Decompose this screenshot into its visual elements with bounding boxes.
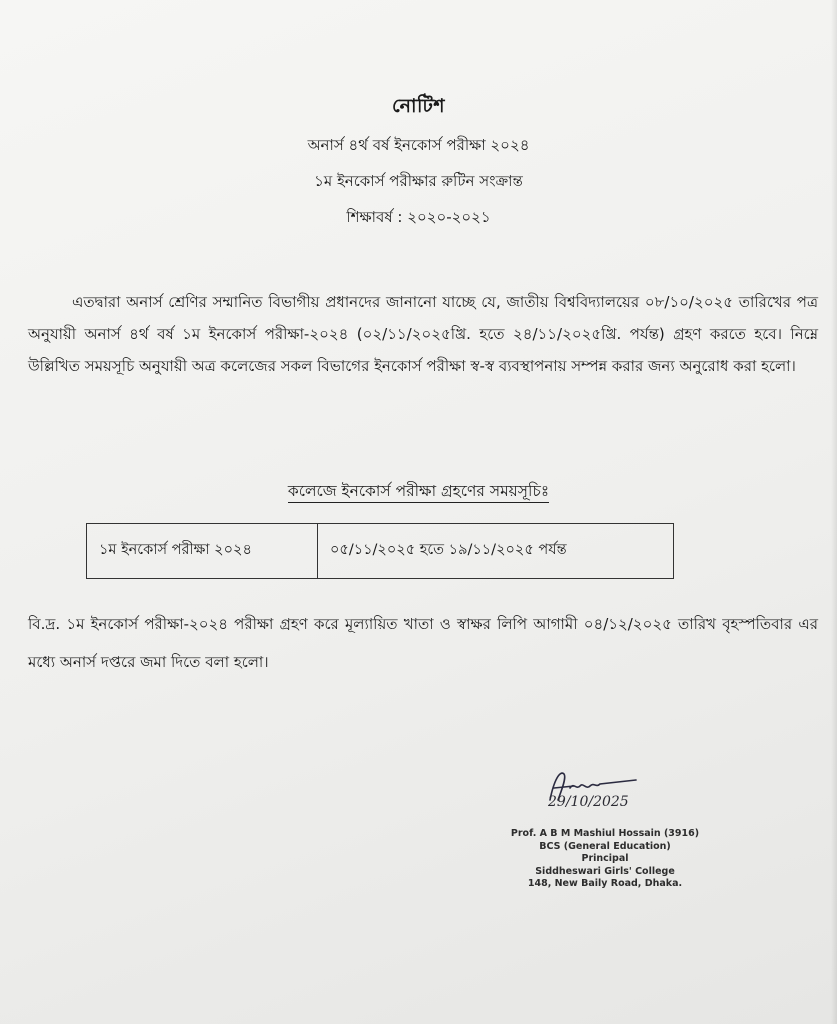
schedule-dates-cell: ০৫/১১/২০২৫ হতে ১৯/১১/২০২৫ পর্যন্ত: [318, 524, 674, 579]
schedule-heading: [0, 479, 837, 505]
signatory-block: [510, 828, 700, 891]
note-paragraph: বি.দ্র. ১ম ইনকোর্স পরীক্ষা-২০২৪ পরীক্ষা গ্রহণ করে মূল্যায়িত খাতা ও স্বাক্ষর লিপি আগামী ০৪/১২/২০২৫ তারিখ বৃহস্পতিবার এর মধ্যে অনার্স দপ্তরে জমা দিতে বলা হলো।: [28, 615, 818, 671]
notice-body-paragraph: এতদ্বারা অনার্স শ্রেণির সম্মানিত বিভাগীয় প্রধানদের জানানো যাচ্ছে যে, জাতীয় বিশ্ববিদ্যালয়ের ০৮/১০/২০২৫ তারিখের পত্র অনুযায়ী অনার্স ৪র্থ বর্ষ ১ম ইনকোর্স পরীক্ষা-২০২৪ (০২/১১/২০২৫খ্রি. হতে ২৪/১১/২০২৫খ্রি. পর্যন্ত) গ্রহণ করতে হবে। নিম্নে উল্লিখিত সময়সূচি অনুযায়ী অত্র কলেজের সকল বিভাগের ইনকোর্স পরীক্ষা স্ব-স্ব ব্যবস্থাপনায় সম্পন্ন করার জন্য অনুরোধ করা হলো।: [28, 293, 818, 375]
table-row: [87, 524, 674, 579]
schedule-heading-text: কলেজে ইনকোর্স পরীক্ষা গ্রহণের সময়সূচিঃ: [288, 482, 549, 503]
signatory-name: Prof. A B M Mashiul Hossain (3916): [510, 828, 700, 839]
schedule-table: [86, 523, 674, 579]
handwritten-signature: [540, 760, 670, 820]
schedule-exam-cell: ১ম ইনকোর্স পরীক্ষা ২০২৪: [87, 524, 318, 579]
signatory-address: 148, New Baily Road, Dhaka.: [527, 878, 683, 889]
signatory-designation: Principal: [581, 853, 629, 864]
notice-subject-line-1: অনার্স ৪র্থ বর্ষ ইনকোর্স পরীক্ষা ২০২৪: [307, 136, 530, 154]
academic-session: শিক্ষাবর্ষ : ২০২০-২০২১: [346, 208, 491, 226]
signature-date: 29/10/2025: [548, 794, 629, 810]
notice-title: নোটিশ: [391, 95, 446, 117]
signatory-cadre: BCS (General Education): [539, 840, 671, 852]
signatory-institution: Siddheswari Girls' College: [535, 865, 675, 877]
notice-subject-line-2: ১ম ইনকোর্স পরীক্ষার রুটিন সংক্রান্ত: [314, 172, 523, 190]
